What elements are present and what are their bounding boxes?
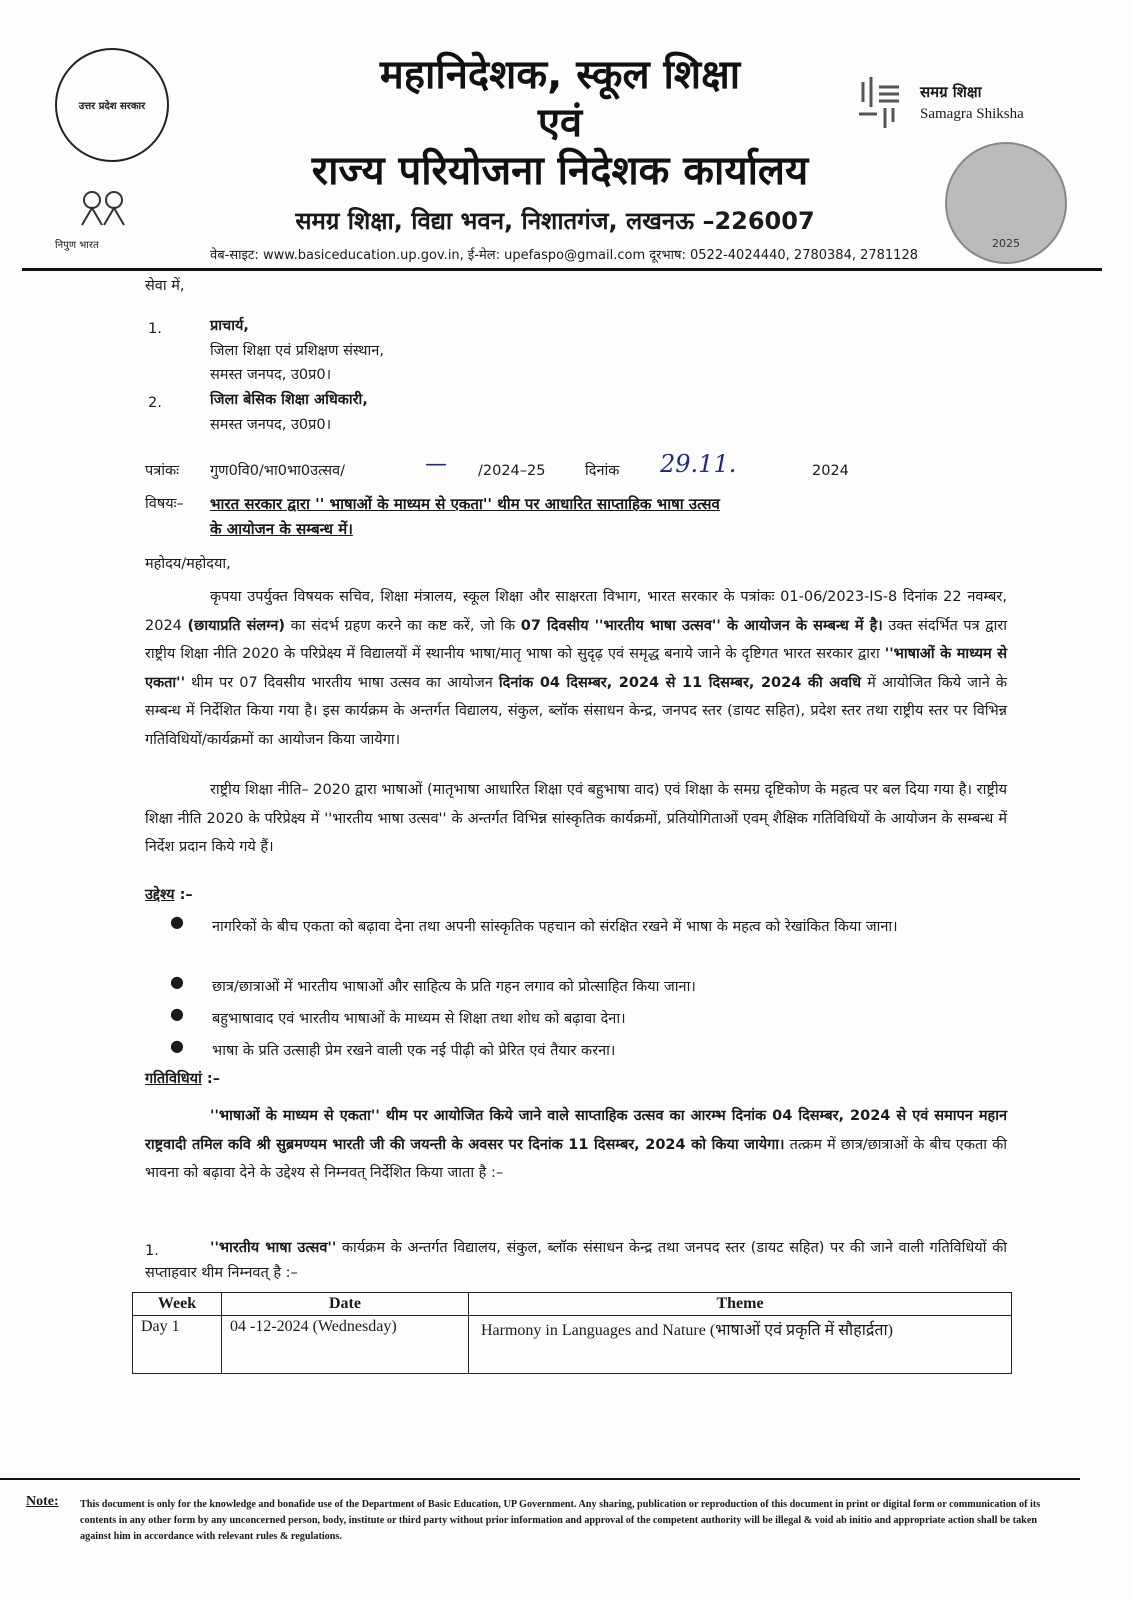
- samagra-shiksha-logo-icon: [855, 72, 905, 132]
- date-label: दिनांक: [585, 463, 620, 479]
- recipient-1: [210, 314, 384, 388]
- note-label: Note:: [26, 1494, 59, 1509]
- text-segment: थीम पर 07 दिवसीय भारतीय भाषा उत्सव का आयोजन: [185, 674, 499, 691]
- ref-label: पत्रांकः: [145, 463, 180, 479]
- recipient-2-number: 2.: [148, 395, 162, 411]
- bullet-icon: ●: [170, 1036, 184, 1055]
- bullet-icon: ●: [170, 912, 184, 931]
- samagra-hindi: समग्र शिक्षा: [920, 83, 982, 101]
- objective-item: [170, 1004, 1010, 1034]
- text-segment: ''भारतीय भाषा उत्सव'': [210, 1240, 337, 1256]
- bullet-icon: ●: [170, 972, 184, 991]
- text-segment: में आयोजित किये जाने के सम्बन्ध में निर्देशित किया गया है। इस कार्यक्रम के अन्तर्गत विद्यालय, संकुल, ब्लॉक संसाधन केन्द्र, जनपद स्तर (डायट सहित), प्रदेश स्तर तथा राष्ट्रीय स्तर पर विभिन्न गतिविधियों/कार्यक्रमों का आयोजन किया जायेगा।: [145, 674, 1008, 748]
- salutation-to: सेवा में,: [145, 278, 185, 294]
- recipient-2-line: जिला बेसिक शिक्षा अधिकारी,: [210, 392, 368, 408]
- objective-text: छात्र/छात्राओं में भारतीय भाषाओं और साहित्य के प्रति गहन लगाव को प्रोत्साहित किया जाना।: [212, 979, 696, 995]
- cell-week: Day 1: [133, 1316, 222, 1374]
- cell-theme: Harmony in Languages and Nature (भाषाओं एवं प्रकृति में सौहार्द्रता): [469, 1316, 1012, 1374]
- table-header-row: [133, 1293, 1012, 1316]
- objective-item: [170, 972, 1010, 1002]
- office-title-line3: राज्य परियोजना निदेशक कार्यालय: [311, 148, 809, 194]
- activities-suffix: :–: [201, 1071, 220, 1087]
- office-title-line2: एवं: [537, 100, 583, 146]
- greeting: महोदय/महोदया,: [145, 556, 231, 572]
- footer-rule: [0, 1478, 1080, 1480]
- objectives-heading: [145, 882, 193, 908]
- column-header: Date: [222, 1293, 469, 1316]
- paragraph-3: [145, 1102, 1007, 1188]
- item-1-number: 1.: [145, 1243, 159, 1259]
- header-rule: [22, 268, 1102, 271]
- ref-year: /2024–25: [478, 463, 546, 479]
- paragraph-2: [145, 776, 1007, 862]
- activities-heading-text: गतिविधियां: [145, 1071, 202, 1087]
- text-segment: 07 दिवसीय ''भारतीय भाषा उत्सव'' के आयोजन के सम्बन्ध में है।: [520, 617, 883, 634]
- ref-number-handwritten: —: [425, 452, 447, 477]
- text-segment: (छायाप्रति संलग्न): [187, 617, 285, 634]
- mahakumbh-logo: [945, 142, 1067, 264]
- activities-heading: [145, 1066, 220, 1092]
- objective-text: नागरिकों के बीच एकता को बढ़ावा देना तथा अपनी सांस्कृतिक पहचान को संरक्षित रखने में भाषा के महत्व को रेखांकित किया जाना।: [212, 919, 898, 935]
- recipient-2: [210, 388, 368, 437]
- office-address: समग्र शिक्षा, विद्या भवन, निशातगंज, लखनऊ –226007: [295, 207, 815, 235]
- column-header: Week: [133, 1293, 222, 1316]
- up-government-emblem: [55, 48, 169, 162]
- note-text: This document is only for the knowledge and bonafide use of the Department of Basic Education, UP Government. Any sharing, publication or reproduction of this document in print or digital form or communication of its contents in any other form by any unconcerned person, body, institute or third party without prior information and approval of the competent authority will be illegal & void ab initio and appropriate action shall be taken against him in accordance with relevant rules & regulations.: [80, 1499, 1041, 1542]
- text-segment: दिनांक 04 दिसम्बर, 2024 से 11 दिसम्बर, 2024 की अवधि: [498, 674, 862, 691]
- item-1-text: [145, 1236, 1007, 1286]
- text-segment: ''भाषाओं के माध्यम से एकता'': [145, 646, 1007, 691]
- objective-text: बहुभाषावाद एवं भारतीय भाषाओं के माध्यम से शिक्षा तथा शोध को बढ़ावा देना।: [212, 1011, 626, 1027]
- text-segment: ''भाषाओं के माध्यम से एकता'' थीम पर आयोजित किये जाने वाले साप्ताहिक उत्सव का आरम्भ दिनांक 04 दिसम्बर, 2024 से एवं समापन महान राष्ट्रवादी तमिल कवि श्री सुब्रमण्यम भारती जी की जयन्ती के अवसर पर दिनांक 11 दिसम्बर, 2024 को किया जायेगा।: [145, 1108, 1007, 1153]
- column-header: Theme: [469, 1293, 1012, 1316]
- objective-text: भाषा के प्रति उत्साही प्रेम रखने वाली एक नई पीढ़ी को प्रेरित एवं तैयार करना।: [212, 1043, 616, 1059]
- nipun-bharat-label: निपुण भारत: [55, 240, 99, 251]
- samagra-english: Samagra Shiksha: [920, 106, 1024, 122]
- text-segment: का संदर्भ ग्रहण करने का कष्ट करें, जो कि: [284, 617, 521, 634]
- recipient-1-line: प्राचार्य,: [210, 318, 249, 334]
- text-segment: उक्त संदर्भित पत्र द्वारा राष्ट्रीय शिक्षा नीति 2020 के परिप्रेक्ष्य में विद्यालयों में स्थानीय भाषा/मातृ भाषा को सुदृढ़ एवं समृद्ध बनाये जाने के दृष्टिगत भारत सरकार द्वारा: [145, 617, 1008, 662]
- objective-item: [170, 1036, 1010, 1066]
- recipient-1-line: जिला शिक्षा एवं प्रशिक्षण संस्थान,: [210, 342, 384, 359]
- subject-line1: भारत सरकार द्वारा '' भाषाओं के माध्यम से एकता'' थीम पर आधारित साप्ताहिक भाषा उत्सव: [210, 495, 720, 513]
- bullet-icon: ●: [170, 1004, 184, 1023]
- date-year: 2024: [812, 463, 849, 479]
- cell-date: 04 -12-2024 (Wednesday): [222, 1316, 469, 1374]
- text-segment: कृपया उपर्युक्त विषयक सचिव, शिक्षा मंत्रालय, स्कूल शिक्षा और साक्षरता विभाग, भारत सरकार के पत्रांकः 01-06/2023-IS-8 दिनांक 22 नवम्बर, 2024: [145, 589, 1007, 634]
- office-title-line1: महानिदेशक, स्कूल शिक्षा: [379, 52, 741, 98]
- paragraph-1: [145, 583, 1007, 754]
- ref-value: गुण0वि0/भा0भा0उत्सव/: [210, 463, 345, 479]
- recipient-1-line: समस्त जनपद, उ0प्र0।: [210, 367, 332, 383]
- text-segment: तत्क्रम में छात्र/छात्राओं के बीच एकता की भावना को बढ़ावा देने के उद्देश्य से निम्नवत् निर्देशित किया जाता है :–: [145, 1136, 1007, 1181]
- text-segment: कार्यक्रम के अन्तर्गत विद्यालय, संकुल, ब्लॉक संसाधन केन्द्र तथा जनपद स्तर (डायट सहित) पर की जाने वाली गतिविधियों की सप्ताहवार थीम निम्नवत् है :–: [145, 1240, 1007, 1281]
- recipient-1-number: 1.: [148, 321, 162, 337]
- subject-line2: के आयोजन के सम्बन्ध में।: [210, 520, 353, 538]
- objectives-heading-text: उद्देश्य: [145, 887, 175, 903]
- nipun-bharat-logo: [62, 180, 142, 230]
- emblem-text: उत्तर प्रदेश सरकार: [78, 101, 146, 112]
- objective-item: [170, 912, 1010, 942]
- date-handwritten: 29.11.: [660, 450, 737, 478]
- objectives-suffix: :–: [174, 887, 193, 903]
- subject-label: विषयः–: [145, 496, 184, 512]
- weekly-theme-table: [132, 1292, 1012, 1374]
- recipient-2-line: समस्त जनपद, उ0प्र0।: [210, 416, 332, 433]
- kumbh-year: 2025: [992, 236, 1020, 250]
- table-row: [133, 1316, 1012, 1374]
- office-contact: वेब-साइट: www.basiceducation.up.gov.in, ई-मेल: upefaspo@gmail.com दूरभाष: 0522-4024440, 2780384, 2781128: [210, 248, 918, 263]
- text-segment: राष्ट्रीय शिक्षा नीति– 2020 द्वारा भाषाओं (मातृभाषा आधारित शिक्षा एवं बहुभाषा वाद) एवं शिक्षा के समग्र दृष्टिकोण के महत्व पर बल दिया गया है। राष्ट्रीय शिक्षा नीति 2020 के परिप्रेक्ष्य में ''भारतीय भाषा उत्सव'' के अन्तर्गत विभिन्न सांस्कृतिक कार्यक्रमों, प्रतियोगिताओं एवम् शैक्षिक गतिविधियों के आयोजन के सम्बन्ध में निर्देश प्रदान किये गये हैं।: [145, 782, 1007, 855]
